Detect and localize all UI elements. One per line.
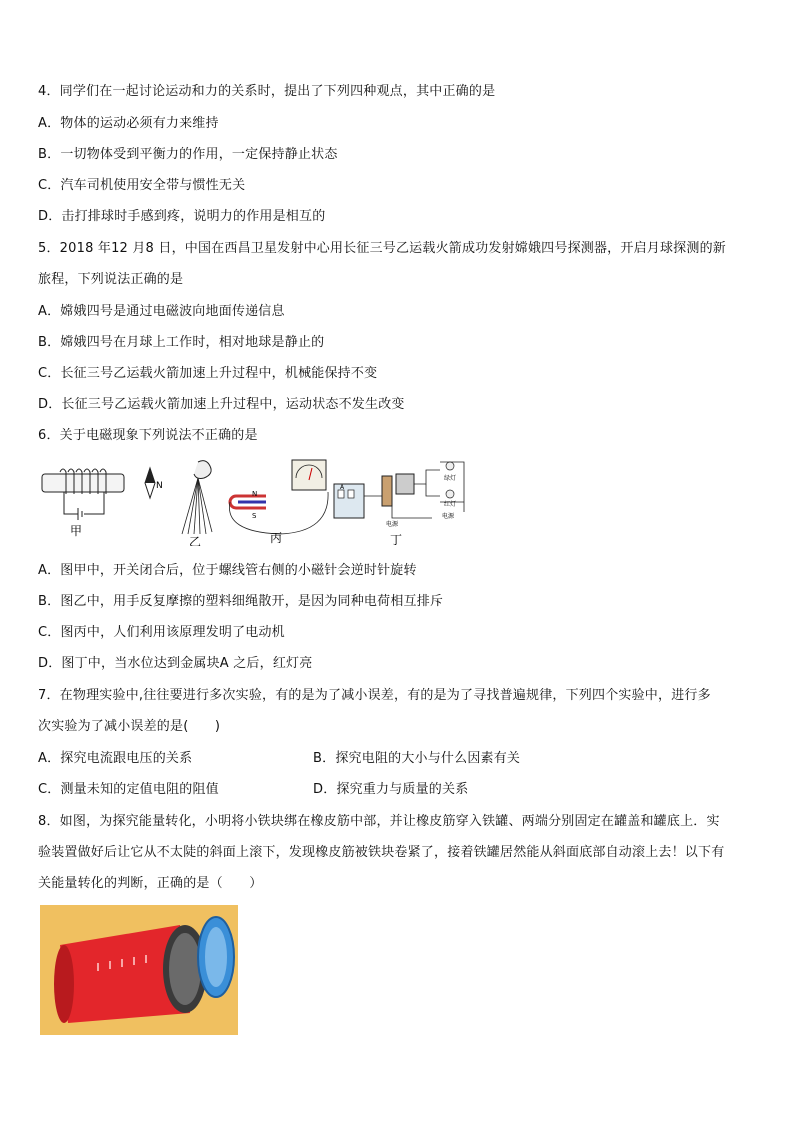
horseshoe-magnet-icon — [230, 496, 266, 508]
q4-option-c: C．汽车司机使用安全带与惯性无关 — [38, 178, 246, 193]
label-block-a: A — [340, 484, 345, 491]
q6-stem: 6．关于电磁现象下列说法不正确的是 — [38, 428, 258, 443]
q8-stem-line2: 验装置做好后让它从不太陡的斜面上滚下，发现橡皮筋被铁块卷紧了，接着铁罐居然能从斜面底部自动滚上去！以下有 — [38, 845, 725, 860]
label-n-magnet: N — [252, 490, 258, 498]
q5-option-a: A．嫦娥四号是通过电磁波向地面传递信息 — [38, 304, 285, 319]
q5-option-c: C．长征三号乙运载火箭加速上升过程中，机械能保持不变 — [38, 366, 378, 381]
label-jia: 甲 — [70, 524, 83, 538]
label-power-2: 电源 — [442, 513, 455, 520]
q7-stem-line2: 次实验为了减小误差的是( ) — [38, 719, 221, 734]
q5-stem-line1: 5．2018 年12 月8 日，中国在西昌卫星发射中心用长征三号乙运载火箭成功发射嫦娥四号探测器，开启月球探测的新 — [38, 241, 726, 256]
red-lamp-icon — [446, 490, 454, 498]
figure-bing-generator — [222, 456, 332, 546]
q8-stem-line1: 8．如图，为探究能量转化，小明将小铁块绑在橡皮筋中部，并让橡皮筋穿入铁罐、两端分别固定在罐盖和罐底上．实 — [38, 814, 720, 829]
q6-option-d: D．图丁中，当水位达到金属块A 之后，红灯亮 — [38, 656, 313, 671]
q5-option-b: B．嫦娥四号在月球上工作时，相对地球是静止的 — [38, 335, 325, 350]
compass-needle-icon — [145, 468, 155, 498]
q5-option-d: D．长征三号乙运载火箭加速上升过程中，运动状态不发生改变 — [38, 397, 405, 412]
label-green-lamp: 绿灯 — [444, 475, 457, 482]
label-yi: 乙 — [189, 535, 202, 546]
q7-option-c: C．测量未知的定值电阻的阻值 — [38, 782, 219, 797]
figure-yi-plastic-strands — [176, 456, 226, 546]
q4-option-d: D．击打排球时手感到疼，说明力的作用是相互的 — [38, 209, 326, 224]
q4-option-b: B．一切物体受到平衡力的作用，一定保持静止状态 — [38, 147, 338, 162]
q7-option-a: A．探究电流跟电压的关系 — [38, 751, 193, 766]
hand-icon — [194, 461, 211, 479]
q7-option-b: B．探究电阻的大小与什么因素有关 — [313, 751, 521, 766]
q4-stem: 4．同学们在一起讨论运动和力的关系时，提出了下列四种观点，其中正确的是 — [38, 84, 496, 99]
label-s-magnet: S — [252, 512, 257, 520]
figure-rolling-can-photo — [40, 905, 238, 1035]
electromagnet-icon — [382, 476, 392, 506]
water-tank-icon — [334, 484, 364, 518]
label-n: N — [156, 481, 163, 491]
q4-option-a: A．物体的运动必须有力来维持 — [38, 116, 219, 131]
can-lid-icon — [198, 917, 234, 997]
label-power-1: 电源 — [386, 521, 399, 528]
q8-stem-line3: 关能量转化的判断，正确的是（ ） — [38, 876, 263, 891]
label-ding: 丁 — [390, 533, 403, 547]
q6-option-c: C．图丙中，人们利用该原理发明了电动机 — [38, 625, 285, 640]
q6-option-b: B．图乙中，用手反复摩擦的塑料细绳散开，是因为同种电荷相互排斥 — [38, 594, 444, 609]
q5-stem-line2: 旅程，下列说法正确的是 — [38, 272, 184, 287]
galvanometer-icon — [292, 460, 326, 490]
q7-option-d: D．探究重力与质量的关系 — [313, 782, 469, 797]
q6-option-a: A．图甲中，开关闭合后，位于螺线管右侧的小磁针会逆时针旋转 — [38, 563, 417, 578]
q7-stem-line1: 7．在物理实验中,往往要进行多次实验，有的是为了减小误差，有的是为了寻找普遍规律，下列四个实验中，进行多 — [38, 688, 711, 703]
figure-jia-solenoid — [38, 458, 168, 538]
label-bing: 丙 — [270, 531, 283, 545]
figure-ding-water-alarm — [330, 456, 470, 548]
label-red-lamp: 红灯 — [444, 501, 457, 508]
green-lamp-icon — [446, 462, 454, 470]
